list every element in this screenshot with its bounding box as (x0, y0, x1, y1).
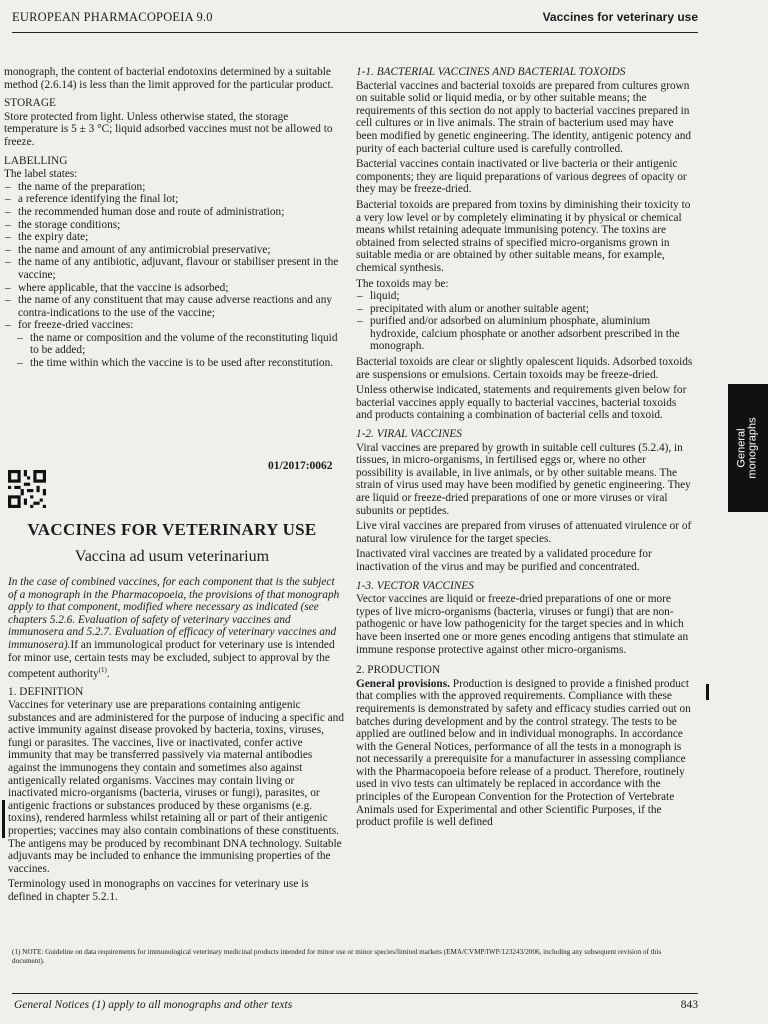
tab-line-1: General (736, 428, 748, 468)
paragraph: Live viral vaccines are prepared from viruses of attenuated virulence or of natural low virulence for the target species. (356, 520, 692, 545)
footer-rule (12, 993, 698, 994)
label-list (4, 181, 340, 332)
monograph-title: VACCINES FOR VETERINARY USE (27, 520, 317, 539)
section-tab (728, 384, 768, 512)
list-item: – precipitated with alum or another suitable agent; (356, 303, 694, 316)
monograph-reference: 01/2017:0062 (268, 460, 333, 472)
paragraph: Bacterial vaccines and bacterial toxoids are prepared from cultures grown on suitable solid or liquid media, or by other suitable means; the requirements of this section do not apply to bacterial vaccines prepared in cell cultures or in live animals. The strain of bacterium used may have been modified by genetic engineering. The identity, antigenic potency and purity of each bacterial culture used is carefully controlled. (356, 79, 692, 155)
tab-line-2: monographs (747, 417, 759, 479)
list-item: – the name of any antibiotic, adjuvant, flavour or stabiliser present in the vaccine; (4, 256, 340, 281)
list-item: – the name of the preparation; (4, 181, 340, 194)
list-item: – the name or composition and the volume of the reconstituting liquid to be added; (16, 332, 340, 357)
preamble-text: If an immunological product for veterinary use is intended for minor use, certain tests may be excluded, subject to approval by the competent authority (8, 638, 335, 680)
labelling-heading: LABELLING (4, 154, 68, 167)
running-header-right: Vaccines for veterinary use (542, 10, 698, 24)
list-item: – purified and/or adsorbed on aluminium phosphate, aluminium hydroxide, calcium phosphate or another adsorbent prescribed in the monograph. (356, 315, 694, 353)
paragraph: Bacterial vaccines contain inactivated or live bacteria or their antigenic components; they are liquid preparations of various degrees of opacity or they may be freeze-dried. (356, 158, 687, 196)
footnote: (1) NOTE: Guideline on data requirements for immunological veterinary medicinal products intended for minor use or minor species/limited markets (EMA/CVMP/IWP/123243/2006, including any subsequent revision of this document). (12, 948, 662, 965)
monograph-latin-title: Vaccina ad usum veterinarium (74, 548, 270, 565)
list-item: – the name and amount of any antimicrobial preservative; (4, 244, 340, 257)
left-column-body: In the case of combined vaccines, for each component that is the subject of a monograph in the Pharmacopoeia, the provisions of that monograph apply to that component, modified where necessary as indicated (see chapters 5.2.6. Evaluation of safety of veterinary vaccines and immunosera and 5.2.7. Evaluation of efficacy of veterinary vaccines and immunosera).If an immunological product for veterinary use is intended for minor use, certain tests may be excluded, subject to approval by the competent authority$^{(1)}$. 1. DEFINITION Vaccines for veterinary use are preparations containing antigenic substances and are administered for the purpose of inducing a specific and active immunity against disease provoked by bacteria, toxins, viruses, fungi or parasites. The vaccines, live or inactivated, confer active immunity that may be transferred passively via maternal antibodies against the immunogens they contain and sometimes also against antigenically related organisms. Vaccines may contain living or inactivated micro-organisms (bacteria, viruses or fungi), parasites, or antigenic fractions or substances produced by these organisms (e.g. toxins), rendered harmless whilst retaining all or part of their antigenic properties; vaccines may also contain combinations of these constituents. The antigens may be produced by recombinant DNA technology. Suitable adjuvants may be included to enhance the immunising properties of the vaccines. Terminology used in monographs on vaccines for veterinary use is defined in chapter 5.2.1. (8, 576, 344, 904)
section-heading-1-3: 1-3. VECTOR VACCINES (356, 579, 474, 592)
left-column-top (4, 66, 340, 370)
qr-code-icon (8, 470, 46, 508)
list-item: – the recommended human dose and route of administration; (4, 206, 340, 219)
terminology-paragraph: Terminology used in monographs on vaccines for veterinary use is defined in chapter 5.2.1. (8, 878, 309, 904)
paragraph: Bacterial toxoids are prepared from toxins by diminishing their toxicity to a very low level or by completely eliminating it by physical or chemical means whilst retaining adequate immunising potency. The toxins are obtained from selected strains of specified micro-organisms grown in suitable media or are obtained by other suitable means, for example, chemical synthesis. (356, 198, 691, 274)
paragraph: Viral vaccines are prepared by growth in suitable cell cultures (5.2.4), in tissues, in micro-organisms, in fertilised eggs or, where no other possibility is available, in live animals, or by other suitable means. The strain of virus used may have been modified by genetic engineering. They are liquid or freeze-dried preparations of one or more viruses or viral subunits or peptides. (356, 441, 691, 517)
paragraph: Unless otherwise indicated, statements and requirements given below for bacterial vaccines apply equally to bacterial vaccines, bacterial toxoids and products containing a combination of bacterial cells and toxoid. (356, 384, 687, 422)
general-provisions-label: General provisions. (356, 677, 450, 690)
list-item: – liquid; (356, 290, 694, 303)
paragraph: Bacterial toxoids are clear or slightly opalescent liquids. Adsorbed toxoids are suspensions or emulsions. Certain toxoids may be freeze-dried. (356, 356, 693, 381)
sublabel-list (4, 332, 340, 370)
page-number: 843 (680, 999, 698, 1011)
running-header-left: EUROPEAN PHARMACOPOEIA 9.0 (12, 10, 213, 24)
list-item: – where applicable, that the vaccine is adsorbed; (4, 282, 340, 295)
definition-paragraph: Vaccines for veterinary use are preparations containing antigenic substances and are administered for the purpose of inducing a specific and active immunity against disease provoked by bacteria, toxins, viruses, fungi or parasites. The vaccines, live or inactivated, confer active immunity that may be transferred passively via maternal antibodies against the immunogens they contain and sometimes also against antigenically related organisms. Vaccines may contain living or inactivated micro-organisms (bacteria, viruses or fungi), parasites, or antigenic fractions or substances produced by these organisms (e.g. toxins), rendered harmless whilst retaining all or part of their antigenic properties; vaccines may also contain combinations of these constituents. The antigens may be produced by recombinant DNA technology. Suitable adjuvants may be included to enhance the immunising properties of the vaccines. (8, 699, 344, 875)
labelling-intro: The label states: (4, 168, 78, 181)
definition-heading: 1. DEFINITION (8, 685, 84, 698)
change-bar (2, 800, 5, 838)
change-bar (706, 684, 709, 700)
list-item: – the time within which the vaccine is to be used after reconstitution. (16, 357, 340, 370)
storage-heading: STORAGE (4, 97, 56, 110)
paragraph: The toxoids may be: (356, 277, 449, 290)
preamble-italic: In the case of combined vaccines, for each component that is the subject of a monograph in the Pharmacopoeia, the provisions of that monograph apply to that component, modified where necessary as indicated (see chapters 5.2.6. Evaluation of safety of veterinary vaccines and immunosera and 5.2.7. Evaluation of efficacy of veterinary vaccines and immunosera). (8, 576, 340, 651)
paragraph: Inactivated viral vaccines are treated by a validated procedure for inactivation of the virus and may be purified and concentrated. (356, 548, 652, 573)
footnote-marker: (1) (98, 666, 107, 675)
header-rule (12, 32, 698, 33)
list-item: – the storage conditions; (4, 219, 340, 232)
intro-paragraph: monograph, the content of bacterial endotoxins determined by a suitable method (2.6.14) is less than the limit approved for the particular product. (4, 66, 334, 91)
section-heading-1-1: 1-1. BACTERIAL VACCINES AND BACTERIAL TOXOIDS (356, 66, 626, 78)
list-item: – a reference identifying the final lot; (4, 193, 340, 206)
toxoid-list (356, 290, 694, 353)
section-heading-1-2: 1-2. VIRAL VACCINES (356, 428, 462, 441)
list-item: – the expiry date; (4, 231, 340, 244)
storage-paragraph: Store protected from light. Unless otherwise stated, the storage temperature is 5 ± 3 °C; liquid adsorbed vaccines must not be allowed to freeze. (4, 110, 333, 148)
footer-notice: General Notices (1) apply to all monographs and other texts (14, 999, 293, 1011)
list-item: – for freeze-dried vaccines: (4, 319, 340, 332)
paragraph: Vector vaccines are liquid or freeze-dried preparations of one or more types of live micro-organisms (bacteria, viruses or fungi) that are non-pathogenic or have low pathogenicity for the target species and in which have been inserted one or more genes encoding antigens that stimulate an immune response protective against other micro-organisms. (356, 593, 689, 656)
general-provisions-text: Production is designed to provide a finished product that complies with the approved requirements. Compliance with these requirements is demonstrated by safety and efficacy studies carried out on batches during development and by the control strategy. The tests to be applied are outlined below and in individual monographs. In accordance with the General Notices, performance of all the tests in a monograph is not necessarily a prerequisite for a manufacturer in assessing compliance with the Pharmacopoeia before release of a product. Therefore, routinely used in vivo tests can ultimately be replaced in accordance with the principles of the European Convention for the Protection of Vertebrate Animals used for Experimental and other Scientific Purposes, if the product profile is well defined (356, 677, 691, 829)
list-item: – the name of any constituent that may cause adverse reactions and any contra-indications to the use of the vaccine; (4, 294, 340, 319)
right-column (356, 66, 694, 832)
production-heading: 2. PRODUCTION (356, 664, 441, 677)
